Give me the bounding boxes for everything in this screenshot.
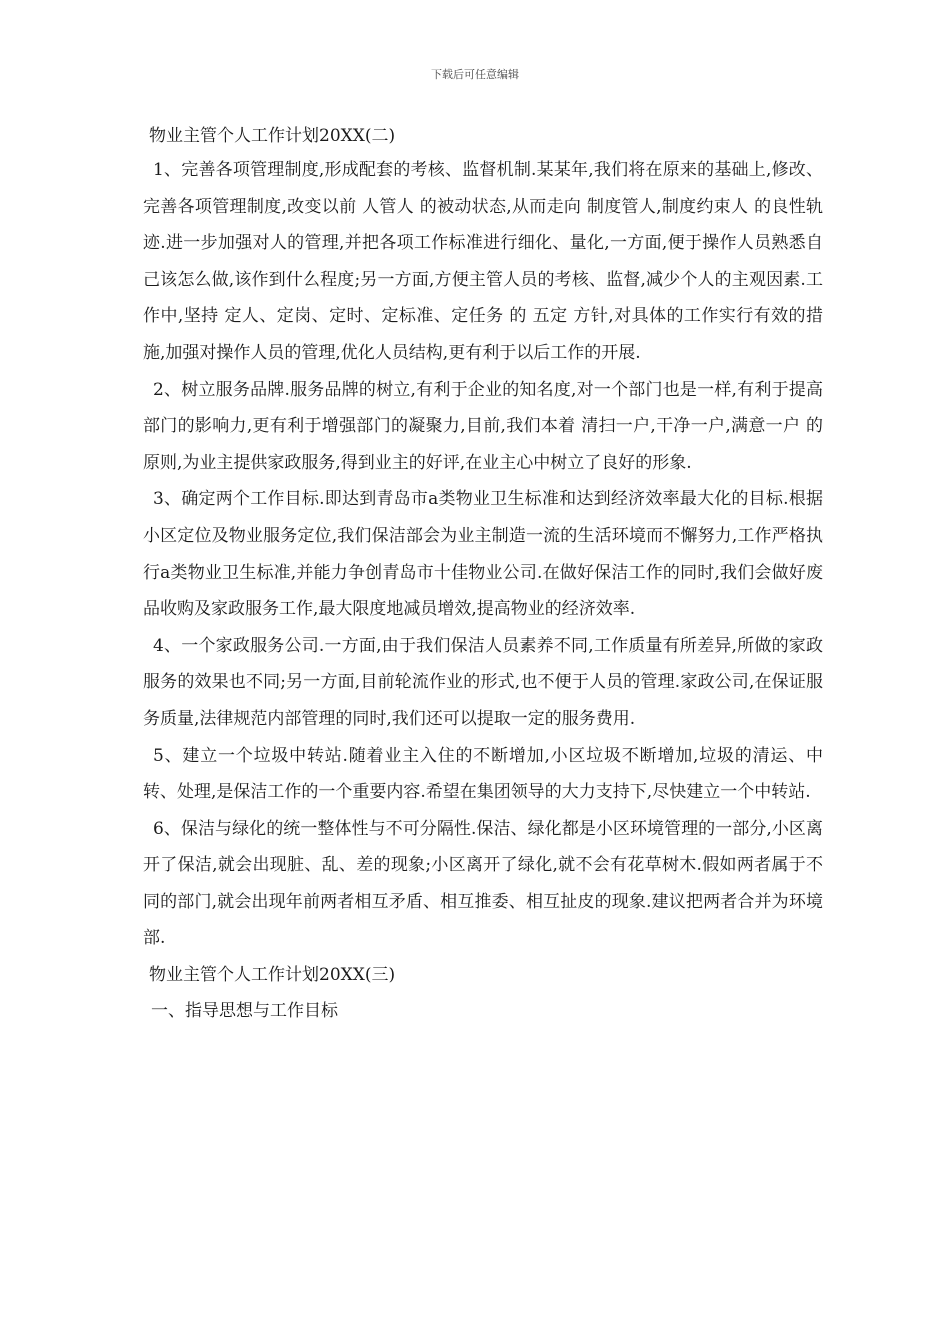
paragraph: 6、保洁与绿化的统一整体性与不可分隔性.保洁、绿化都是小区环境管理的一部分,小区离开了保洁,就会出现脏、乱、差的现象;小区离开了绿化,就不会有花草树木.假如两者属于不同的部门,就会出现年前两者相互矛盾、相互推委、相互扯皮的现象.建议把两者合并为环境部. (143, 818, 823, 949)
paragraph: 3、确定两个工作目标.即达到青岛市a类物业卫生标准和达到经济效率最大化的目标.根据小区定位及物业服务定位,我们保洁部会为业主制造一流的生活环境而不懈努力,工作严格执行a类物业卫生标准,并能力争创青岛市十佳物业公司.在做好保洁工作的同时,我们会做好废品收购及家政服务工作,最大限度地减员增效,提高物业的经济效率. (143, 489, 823, 620)
section-title: 物业主管个人工作计划20XX(三) (149, 965, 396, 986)
paragraph: 5、建立一个垃圾中转站.随着业主入住的不断增加,小区垃圾不断增加,垃圾的清运、中转、处理,是保洁工作的一个重要内容.希望在集团领导的大力支持下,尽快建立一个中转站. (143, 745, 823, 803)
document-body (143, 120, 823, 1029)
section-title: 物业主管个人工作计划20XX(二) (149, 126, 396, 146)
sub-heading: 一、指导思想与工作目标 (151, 1001, 338, 1022)
paragraph: 4、一个家政服务公司.一方面,由于我们保洁人员素养不同,工作质量有所差异,所做的家政服务的效果也不同;另一方面,目前轮流作业的形式,也不便于人员的管理.家政公司,在保证服务质量,法律规范内部管理的同时,我们还可以提取一定的服务费用. (143, 635, 823, 729)
paragraph: 2、树立服务品牌.服务品牌的树立,有利于企业的知名度,对一个部门也是一样,有利于提高部门的影响力,更有利于增强部门的凝聚力,目前,我们本着 清扫一户,干净一户,满意一户 的原则,为业主提供家政服务,得到业主的好评,在业主心中树立了良好的形象. (143, 379, 823, 473)
header-note: 下载后可任意编辑 (431, 68, 519, 81)
paragraph: 1、完善各项管理制度,形成配套的考核、监督机制.某某年,我们将在原来的基础上,修改、完善各项管理制度,改变以前 人管人 的被动状态,从而走向 制度管人,制度约束人 的良性轨迹.进一步加强对人的管理,并把各项工作标准进行细化、量化,一方面,便于操作人员熟悉自己该怎么做,该作到什么程度;另一方面,方便主管人员的考核、监督,减少个人的主观因素.工作中,坚持 定人、定岗、定时、定标准、定任务 的 五定 方针,对具体的工作实行有效的措施,加强对操作人员的管理,优化人员结构,更有利于以后工作的开展. (143, 160, 823, 363)
